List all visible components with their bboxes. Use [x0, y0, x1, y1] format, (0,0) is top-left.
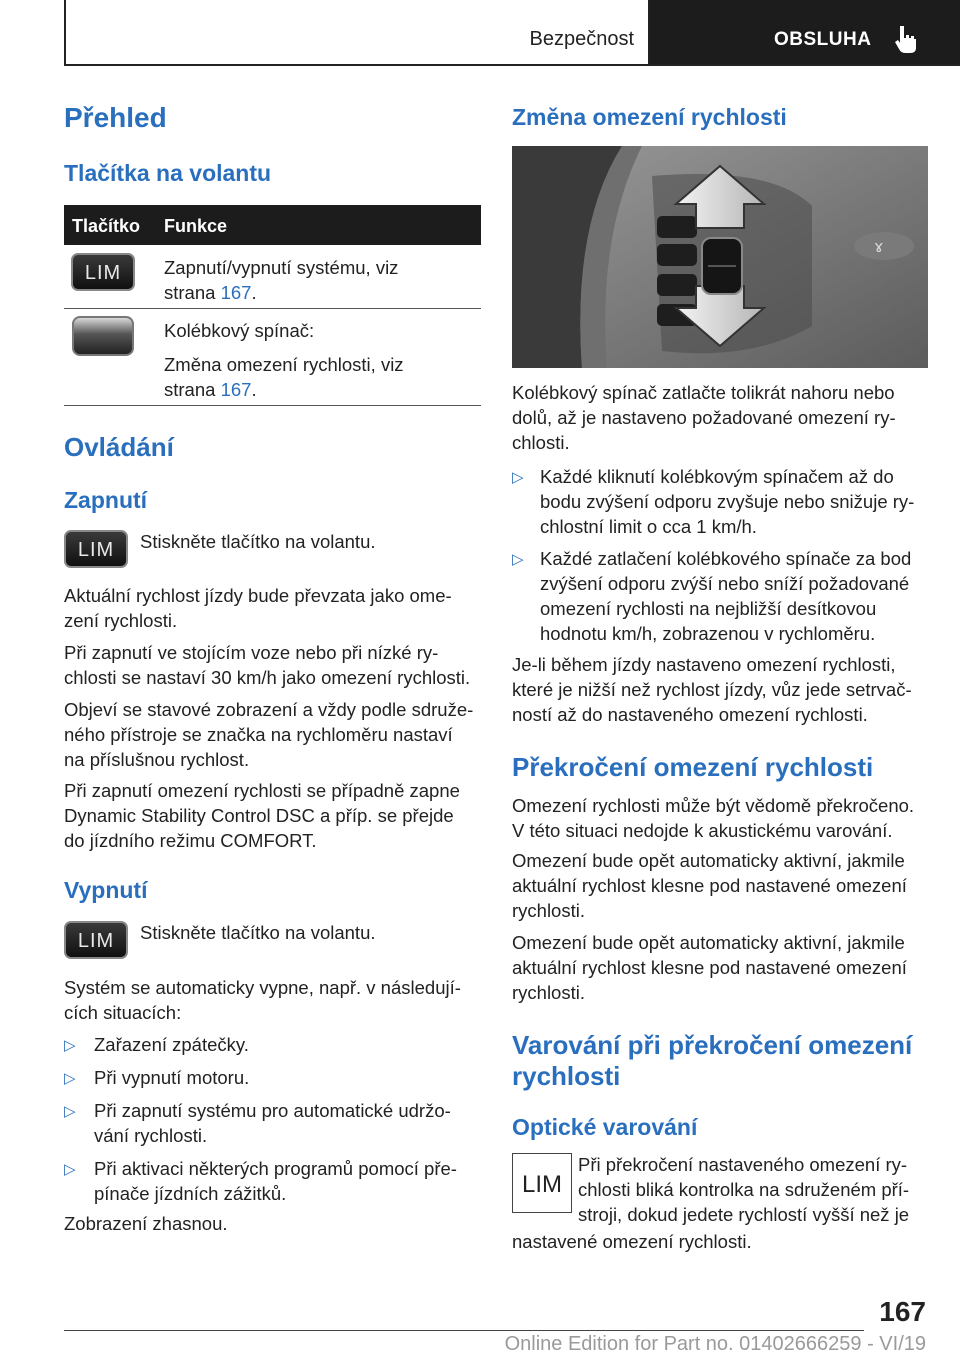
- bullet-triangle-icon: ▷: [512, 551, 524, 568]
- bullet-triangle-icon: ▷: [64, 1103, 76, 1120]
- section-title-change: Změna omezení rychlosti: [512, 104, 787, 130]
- steering-wheel-illustration: [512, 146, 928, 368]
- exceed-paragraph-1: Omezení rychlosti může být vědomě překročeno. V této situaci nedojde k akustickému varování.: [512, 795, 915, 841]
- rocker-switch-icon: [72, 316, 134, 356]
- on-paragraph-1: Aktuální rychlost jízdy bude převzata jako ome- zení rychlosti.: [64, 585, 452, 631]
- page-title-control: Ovládání: [64, 432, 174, 462]
- page-title-warning: Varování při překročení omezení rychlosti: [512, 1030, 913, 1091]
- exceed-paragraph-2: Omezení bude opět automaticky aktivní, jakmile aktuální rychlost klesne pod nastavené omezení rychlosti.: [512, 850, 907, 921]
- svg-text:ɤ: ɤ: [874, 237, 884, 256]
- on-paragraph-4: Při zapnutí omezení rychlosti se případně zapne Dynamic Stability Control DSC a příp. se přejde do jízdního režimu COMFORT.: [64, 780, 460, 851]
- footer-watermark: Online Edition for Part no. 01402666259 - VI/19: [504, 1333, 926, 1355]
- table-row-divider: [64, 308, 481, 309]
- lim-button-icon: LIM: [71, 253, 135, 291]
- page-title-exceed: Překročení omezení rychlosti: [512, 752, 874, 782]
- table-col-function: Funkce: [164, 216, 228, 236]
- on-paragraph-2: Při zapnutí ve stojícím voze nebo při nízké ry- chlosti se nastaví 30 km/h jako omezení rychlosti.: [64, 642, 471, 688]
- header-chapter[interactable]: Bezpečnost: [529, 28, 634, 50]
- section-title-off: Vypnutí: [64, 877, 148, 903]
- page-number: 167: [879, 1296, 926, 1327]
- table-col-button: Tlačítko: [72, 216, 141, 236]
- on-instruction: Stiskněte tlačítko na volantu.: [140, 531, 376, 552]
- change-bullet-2: Každé zatlačení kolébkového spínače za bod zvýšení odporu zvýší nebo sníží požadované omezení rychlosti na nejbližší desítkovou hodnotu km/h, zobrazenou v rychloměru.: [540, 548, 912, 644]
- off-instruction: Stiskněte tlačítko na volantu.: [140, 922, 376, 943]
- table-row1-text: Zapnutí/vypnutí systému, viz strana 167.: [164, 257, 399, 303]
- change-paragraph-2: Je-li během jízdy nastaveno omezení rychlosti, které je nižší než rychlost jízdy, vůz jede setrvač- ností až do nastaveného omezení rychlosti.: [512, 654, 912, 725]
- page-link[interactable]: 167: [220, 282, 252, 303]
- lim-indicator-icon: LIM: [512, 1153, 572, 1213]
- page-title-overview: Přehled: [64, 102, 167, 133]
- table-bottom-rule: [64, 405, 481, 406]
- header-section-label[interactable]: OBSLUHA: [774, 29, 872, 50]
- header-rule: [64, 64, 960, 66]
- header-left-border: [64, 0, 66, 66]
- optical-paragraph: Při překročení nastaveného omezení ry- chlosti bliká kontrolka na sdruženém pří- stroji, dokud jedete rychlostí vyšší než je: [578, 1154, 910, 1225]
- page-link[interactable]: 167: [220, 379, 252, 400]
- off-paragraph-1: Systém se automaticky vypne, např. v následují- cích situacích:: [64, 977, 461, 1023]
- exceed-paragraph-3: Omezení bude opět automaticky aktivní, jakmile aktuální rychlost klesne pod nastavené omezení rychlosti.: [512, 932, 907, 1003]
- change-paragraph-1: Kolébkový spínač zatlačte tolikrát nahoru nebo dolů, až je nastaveno požadované omezení ry- chlosti.: [512, 382, 896, 453]
- bullet-triangle-icon: ▷: [64, 1037, 76, 1054]
- bullet-triangle-icon: ▷: [64, 1070, 76, 1087]
- footer-rule: [64, 1330, 864, 1331]
- bullet-triangle-icon: ▷: [512, 469, 524, 486]
- off-bullet-2: Při vypnutí motoru.: [94, 1067, 250, 1088]
- table-row2-text: Kolébkový spínač: Změna omezení rychlosti, viz strana 167.: [164, 320, 404, 400]
- optical-paragraph-end: nastavené omezení rychlosti.: [512, 1231, 752, 1252]
- change-bullet-1: Každé kliknutí kolébkovým spínačem až do bodu zvýšení odporu zvyšuje nebo snižuje ry- chlostní limit o cca 1 km/h.: [540, 466, 915, 537]
- section-title-optical: Optické varování: [512, 1114, 698, 1140]
- lim-button-icon: LIM: [64, 530, 128, 568]
- section-title-buttons: Tlačítka na volantu: [64, 160, 272, 186]
- off-bullet-1: Zařazení zpátečky.: [94, 1034, 249, 1055]
- off-bullet-4: Při aktivaci některých programů pomocí pře- pínače jízdních zážitků.: [94, 1158, 457, 1204]
- bullet-triangle-icon: ▷: [64, 1161, 76, 1178]
- off-bullet-3: Při zapnutí systému pro automatické udržo- vání rychlosti.: [94, 1100, 451, 1146]
- lim-button-icon: LIM: [64, 921, 128, 959]
- section-title-on: Zapnutí: [64, 487, 148, 513]
- off-paragraph-2: Zobrazení zhasnou.: [64, 1213, 228, 1234]
- pointing-hand-icon: [894, 24, 920, 54]
- table-header: [64, 205, 481, 245]
- on-paragraph-3: Objeví se stavové zobrazení a vždy podle sdruže- ného přístroje se značka na rychloměru nastaví na příslušnou rychlost.: [64, 699, 474, 770]
